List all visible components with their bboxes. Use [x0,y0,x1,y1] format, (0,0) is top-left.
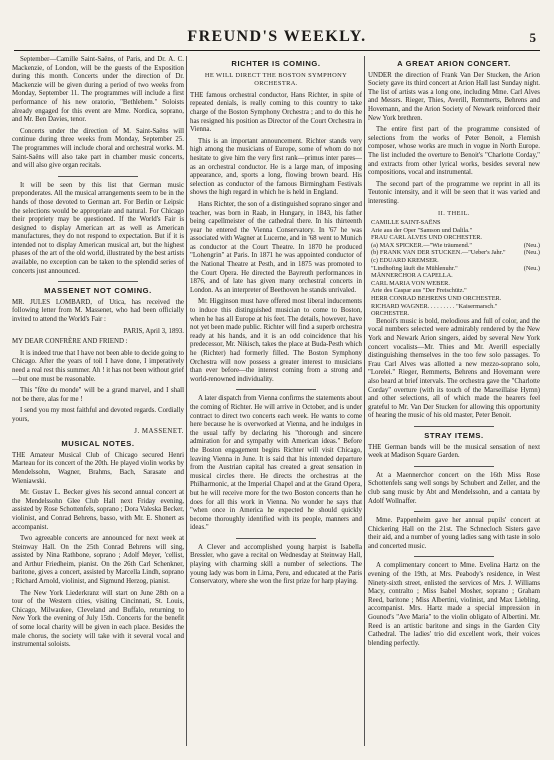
paragraph: Mr. Gustav L. Becker gives his second annual concert at the Mendelssohn Glee Club Hall next Friday evening, assisted by Rose Schottenfels, soprano ; Dora Valeska Becker, violinist, and Conrad Behrens, basso, with Mr. E. Shonert as accompanist. [12,489,184,531]
programme-item-text: "Lindhofing läuft die Mühlenuhr." [371,264,458,272]
programme-item [368,272,540,280]
column-divider [364,56,365,746]
paragraph: Two agreeable concerts are announced for next week at Steinway Hall. On the 25th Conrad Behrens will sing, assisted by Nina Rathbone, soprano ; Adolf Meyer, 'cellist, and Arthur Friedheim, pianist. On the 26th Carl Schenkner, baritone, gives a concert, assisted by Marcella Lindh, soprano ; Richard Arnold, violinist, and Sigmund Herzog, pianist. [12,535,184,586]
programme-item-text: Arie des Caspar aus "Der Freischütz." [371,287,467,295]
paragraph: The New York Liederkranz will start on June 28th on a tour of the Western cities, visiting Cincinnati, St. Louis, Chicago, Milwaukee, Cleveland and Buffalo, returning to New York the evening of July 15th. Concerts for the benefit of some local charity will be given in each place. Besides the male chorus, the society will take with it several vocal and instrumental soloists. [12,589,184,649]
paragraph: THE Amateur Musical Club of Chicago secured Henri Marteau for its concert of the 20th. He played violin works by Mendelssohn, Wagner, Brahms, Bach, Sarasate and Wieniawski. [12,451,184,485]
programme-item-text: ORCHESTER. [371,310,410,318]
paragraph: Mme. Pappenheim gave her annual pupils' concert at Chickering Hall on the 21st. The Schnecloch Sisters gave their aid, and a number of young ladies sang with taste in solo and concerted music. [368,517,540,550]
paragraph: I send you my most faithful and devoted regards. Cordially yours, [12,407,184,423]
article-heading: STRAY ITEMS. [424,430,484,440]
programme-item [368,227,540,235]
section-rule [414,426,494,427]
paragraph: This "fête du monde" will be a grand marvel, and I shall not be there, alas for me ! [12,387,184,403]
section-rule [236,538,316,539]
programme-item [368,280,540,288]
paragraph: This is an important announcement. Richter stands very high among the musicians of Europe, some of whom do not hesitate to give him the very first rank—primus inter pares—as an orchestral conductor. He is a large man, of imposing appearance, and, sports a long, flowing brown beard. His selection as conductor of the famous Birmingham Festivals shows the high regard in which he is held in England. [190,137,362,197]
masthead [14,28,540,51]
section-rule [58,176,138,177]
dateline: PARIS, April 3, 1893. [123,327,184,335]
programme-item [368,310,540,318]
section-rule [414,466,494,467]
page-number: 5 [529,30,536,45]
paragraph: September—Camille Saint-Saëns, of Paris, and Dr. A. C. Mackenzie, of London, will be the guests of the Exposition during this month. Concerts under the direction of Dr. Mackenzie will be given during a period of two weeks from Monday, September 11. The programmes will include a first performance of his new oratorio, "Bethlehem." Soloists already engaged for this event are Mme. Nordica, soprano, and Mr. Ben Davies, tenor. [12,56,184,124]
column-middle [190,56,362,746]
paragraph: It will be seen by this list that German music preponderates. All the musical arrangements seem to be in the hands of those devoted to German art. For Berlin or Leipsic the selections would be appropriate and natural. For Chicago their propriety may be questioned. If the World's Fair is designed to display American art as well as American manufactures, they do not respond to expectation. But if it is intended not to display American musical art, but the highest phases of the art of the old world, illustrated by the best artists available, no exception can be taken to the splendid series of concerts just announced. [12,181,184,275]
programme-item-text: (b) FRANK VAN DER STUCKEN.—"Ueber's Jahr." [371,249,506,257]
article-heading: RICHTER IS COMING. [231,59,321,68]
programme-item [368,303,540,311]
programme-item-text: HERR CONRAD BEHRENS UND ORCHESTER. [371,295,502,303]
paragraph: It is indeed true that I have not been able to decide going to Chicago. After the years of toil I have done, I imperatively need a real rest this summer. Ah ! it has not been without grief—but one must be reasonable. [12,349,184,383]
programme-item-text: MÄNNERCHOR A CAPELLA. [371,272,453,280]
column-divider [186,56,187,746]
programme-item-note: (Neu.) [523,249,540,257]
programme-item-text: (c) EDUARD KREMSER. [371,257,439,265]
paragraph: Hans Richter, the son of a distinguished soprano singer and teacher, was born in Raab, in Hungary, in 1843, his father being capellmeister of the cathedral there. In his thirteenth year he entered the Vienna Conservatory. In '67 he was associated with Wagner at Lucerne, and in '68 went to Munich as conductor at the Court Theatre. In 1870 he produced "Lohengrin" at Paris. In 1871 he was appointed conductor of the National Theatre at Pesth, and in 1875 was promoted to the Court Opera. He directed the Bayreuth performances in 1876, and of late has given many orchestral concerts in London. As an interpreter of Beethoven he stands unrivaled. [190,200,362,294]
programme-item [368,295,540,303]
paragraph: The second part of the programme we reprint in all its Teutonic intensity, and it will be seen that it was varied and interesting. [368,180,540,205]
paragraph: Benoit's music is bold, melodious and full of color, and the vocal numbers selected were admirably rendered by the New York and Newark Arion singers, aided by several New York concert vocalists—Mr. Thies and Mr. Averill especially distinguishing themselves in the too few solo passages. To Frau Carl Alves was allotted a new mezzo-soprano solo, "Lorelei." Rieger, Remmerts, Behrens and Hovemann were also heard at brief intervals. The orchestra gave the "Charlotte Corday" overture (with its touch of the Marseillaise Hymn) and other selections, all of which made the hearers feel grateful to Mr. Van Der Stucken for allowing this opportunity of hearing the music of his old master, Peter Benoit. [368,317,540,420]
section-rule [414,511,494,512]
article-heading: MUSICAL NOTES. [61,439,135,449]
paragraph: MR. JULES LOMBARD, of Utica, has received the following letter from M. Massenet, who had been officially invited to attend the World's Fair : [12,298,184,324]
paragraph: Mr. Higginson must have offered most liberal inducements to induce this distinguished musician to come to Boston, when he has all Europe at his feet. The details, however, have not yet been made public. Richter will find a superb orchestra ready at his hands, and it is an odd coincidence that his predecessor, Mr. Nikisch, takes the place at Buda-Pesth which he (Richter) had formerly filled. The Boston Symphony Orchestra will now possess a greater interest to musicians than ever before—the interest coming from a strong and world-renowned individuality. [190,298,362,383]
column-right [368,56,540,746]
paragraph: A Clever and accomplished young harpist is Isabella Bressler, who gave a recital on Wednesday at Steinway Hall, playing with charming skill a number of selections. The young lady was born in Lima, Peru, and educated at the Paris Conservatory, where she won the first prize for harp playing. [190,543,362,586]
programme-item-text: RICHARD WAGNER. . . . . . . . . "Kaisermarsch." [371,302,498,310]
section-rule [236,389,316,390]
paragraph: The entire first part of the programme consisted of selections from the works of Peter Benoit, a Flemish composer, whose works are much in vogue in North Europe. The list included the overture to Benoit's "Charlotte Corday," and extracts from other lyrical works, besides several new compositions, vocal and instrumental. [368,126,540,177]
programme-item-text: CARL MARIA VON WEBER. [371,279,450,287]
programme-item-text: CAMILLE SAINT-SAËNS [371,219,441,227]
paragraph: At a Maennerchor concert on the 16th Miss Rose Schottenfels sang well songs by Schubert and Zeller, and the club sang music by Abt and Mendelssohn, and a cantata by Adolf Wollnaffer. [368,471,540,505]
salutation: MY DEAR CONFRÈRE AND FRIEND : [12,338,128,346]
paragraph: A later dispatch from Vienna confirms the statements about the coming of Richter. He will arrive in October, and is under contract to direct two concerts each week. He wants to come here because he is overworked at Vienna, and he indulges in the usual taffy by declaring his "thorough and sincere admiration for and sympathy with American ideas." Before the Boston engagement begins Richter will visit Chicago, leaving Vienna in June. It is said that his intended departure from the Austrian capital has created a great sensation in musical circles there. He directs the orchestras at the Philharmonic, at the Imperial Chapel and at the Grand Opera, but he will receive more for the two Boston concerts than he does for all this work in Vienna. No wonder he says that "when once in America he expected he should quickly become thoroughly identified with its people, manners and ideas." [190,395,362,532]
programme-item [368,287,540,295]
programme-item [368,242,540,250]
programme-list [368,219,540,318]
paragraph: THE German bands will be the musical sensation of next week at Madison Square Garden. [368,443,540,460]
programme-item [368,257,540,265]
section-rule [414,556,494,557]
paragraph: A complimentary concert to Mme. Evelina Hartz on the evening of the 19th, at Mrs. Peabody's residence, in West Ninety-sixth street, enlisted the services of Mrs. J. Williams Macy, contralto ; Miss Isabel Mosher, soprano ; Graham Reed, baritone ; Miss Albertini, violinist, and Max Liebling, accompanist. Mrs. Hartz made a special impression in Gounod's "Ave Maria" to the violin obligato of Albertini. Mr. Reed is an artistic baritone and sings in the Garden City Cathedral. The ladies' trio did excellent work, their voices blending perfectly. [368,562,540,647]
paragraph: Concerts under the direction of M. Saint-Saëns will continue during three weeks from Monday, September 25. The programmes will include choral and orchestral works. M. Saint-Saëns will also take part in chamber music concerts, and will also give organ recitals. [12,127,184,170]
paragraph: THE famous orchestral conductor, Hans Richter, in spite of repeated denials, is really coming to this country to take charge of the Boston Symphony Orchestra ; and to do this he has resigned his position as Director of the Court Orchestra in Vienna. [190,91,362,134]
signature: J. MASSENET. [134,427,184,435]
programme-item-text: (a) MAX SPICKER.—"Wie träumend." [371,241,472,249]
programme-item [368,234,540,242]
programme-title: II. THEIL. [438,209,470,217]
programme-item [368,249,540,257]
newspaper-title: FREUND'S WEEKLY. [187,28,367,45]
article-heading: MASSENET NOT COMING. [44,286,152,296]
article-heading: A GREAT ARION CONCERT. [397,59,511,68]
programme-item [368,265,540,273]
article-subheading: HE WILL DIRECT THE BOSTON SYMPHONY ORCHESTRA. [204,71,348,88]
programme-item-note: (Neu.) [523,264,540,272]
programme-item-text: Arie aus der Oper "Samson und Dalila." [371,226,473,234]
section-rule [58,281,138,282]
programme-item-note: (Neu.) [523,241,540,249]
paragraph: UNDER the direction of Frank Van Der Stucken, the Arion Society gave its third concert at Arion Hall last Sunday night. The list of artists was a long one, including Mme. Carl Alves and Messrs. Rieger, Thies, Averill, Remmerts, Behrens and Hovemann, and the Arion Society of Newark reinforced their New York brethren. [368,71,540,122]
programme-item [368,219,540,227]
column-left [12,56,184,746]
programme-item-text: FRAU CARL ALVES UND ORCHESTER. [371,234,482,242]
